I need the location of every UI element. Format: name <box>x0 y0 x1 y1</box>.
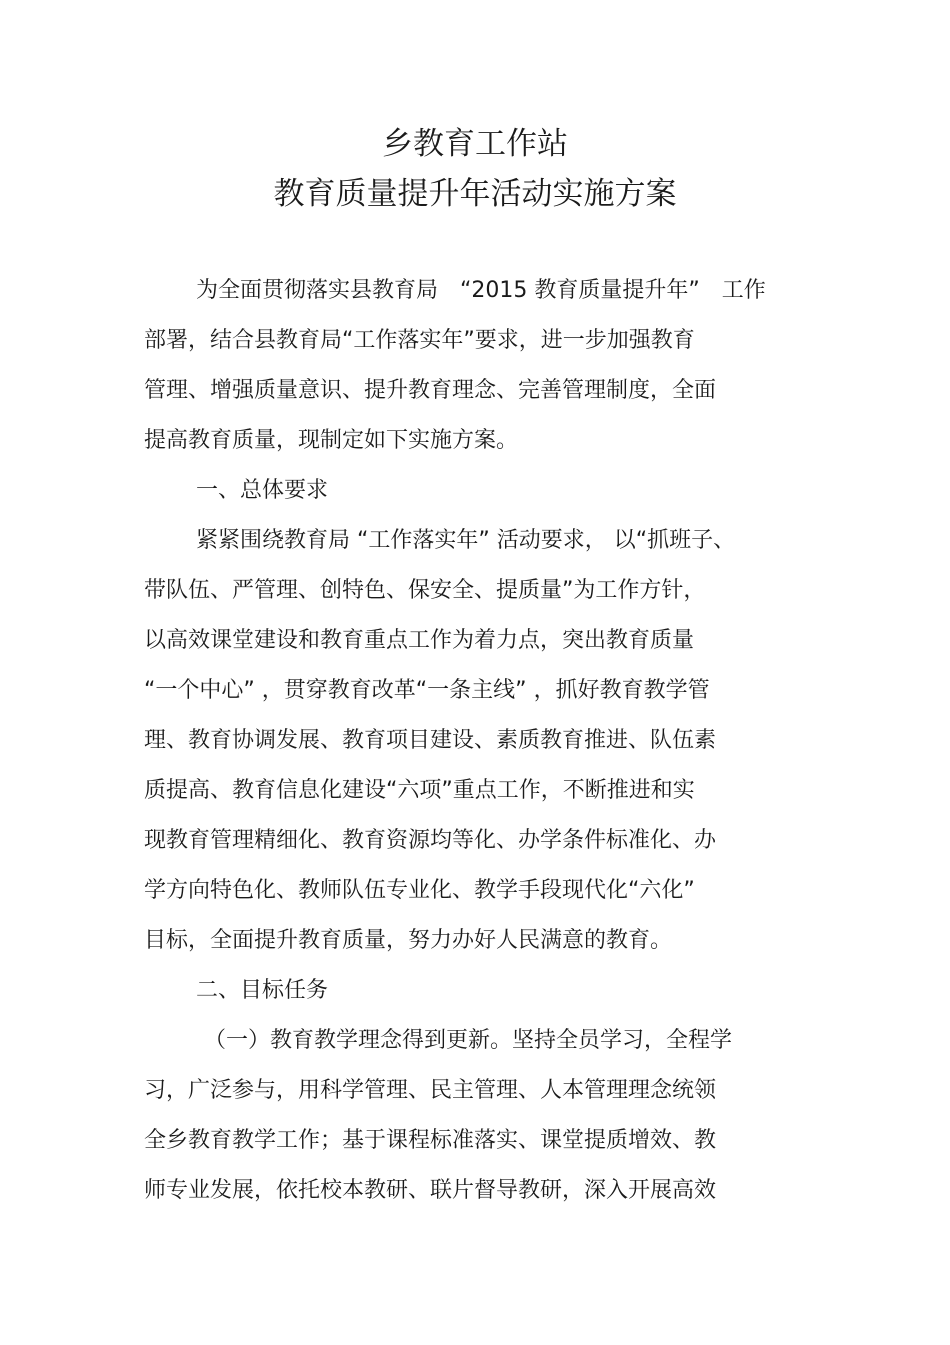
body-line: 带队伍、严管理、创特色、保安全、提质量”为工作方针， <box>144 578 706 603</box>
title-line-1: 乡教育工作站 <box>382 126 568 162</box>
body-line: 理、教育协调发展、教育项目建设、素质教育推进、队伍素 <box>144 728 717 753</box>
body-line: 紧紧围绕教育局 “工作落实年” 活动要求， 以“抓班子、 <box>196 528 736 553</box>
body-line: 目标，全面提升教育质量，努力办好人民满意的教育。 <box>144 928 673 953</box>
body-line: 部署，结合县教育局“工作落实年”要求，进一步加强教育 <box>144 328 695 353</box>
body-line: 全乡教育教学工作；基于课程标准落实、课堂提质增效、教 <box>144 1128 717 1153</box>
body-line: （一）教育教学理念得到更新。坚持全员学习，全程学 <box>204 1028 733 1053</box>
section-heading: 一、总体要求 <box>196 478 329 503</box>
body-line: 管理、增强质量意识、提升教育理念、完善管理制度，全面 <box>144 378 717 403</box>
body-line: 现教育管理精细化、教育资源均等化、办学条件标准化、办 <box>144 828 717 853</box>
body-line: 习，广泛参与，用科学管理、民主管理、人本管理理念统领 <box>144 1078 717 1103</box>
title-line-2: 教育质量提升年活动实施方案 <box>273 176 677 212</box>
body-line: 以高效课堂建设和教育重点工作为着力点，突出教育质量 <box>144 628 695 653</box>
body-line: 提高教育质量，现制定如下实施方案。 <box>144 428 519 453</box>
body-line: “一个中心” ，贯穿教育改革“一条主线” ，抓好教育教学管 <box>144 678 710 703</box>
body-line: 为全面贯彻落实县教育局 “2015 教育质量提升年” 工作 <box>196 278 766 303</box>
section-heading: 二、目标任务 <box>196 978 329 1003</box>
body-line: 质提高、教育信息化建设“六项”重点工作，不断推进和实 <box>144 778 695 803</box>
body-line: 师专业发展，依托校本教研、联片督导教研，深入开展高效 <box>144 1178 717 1203</box>
body-line: 学方向特色化、教师队伍专业化、教学手段现代化“六化” <box>144 878 695 903</box>
